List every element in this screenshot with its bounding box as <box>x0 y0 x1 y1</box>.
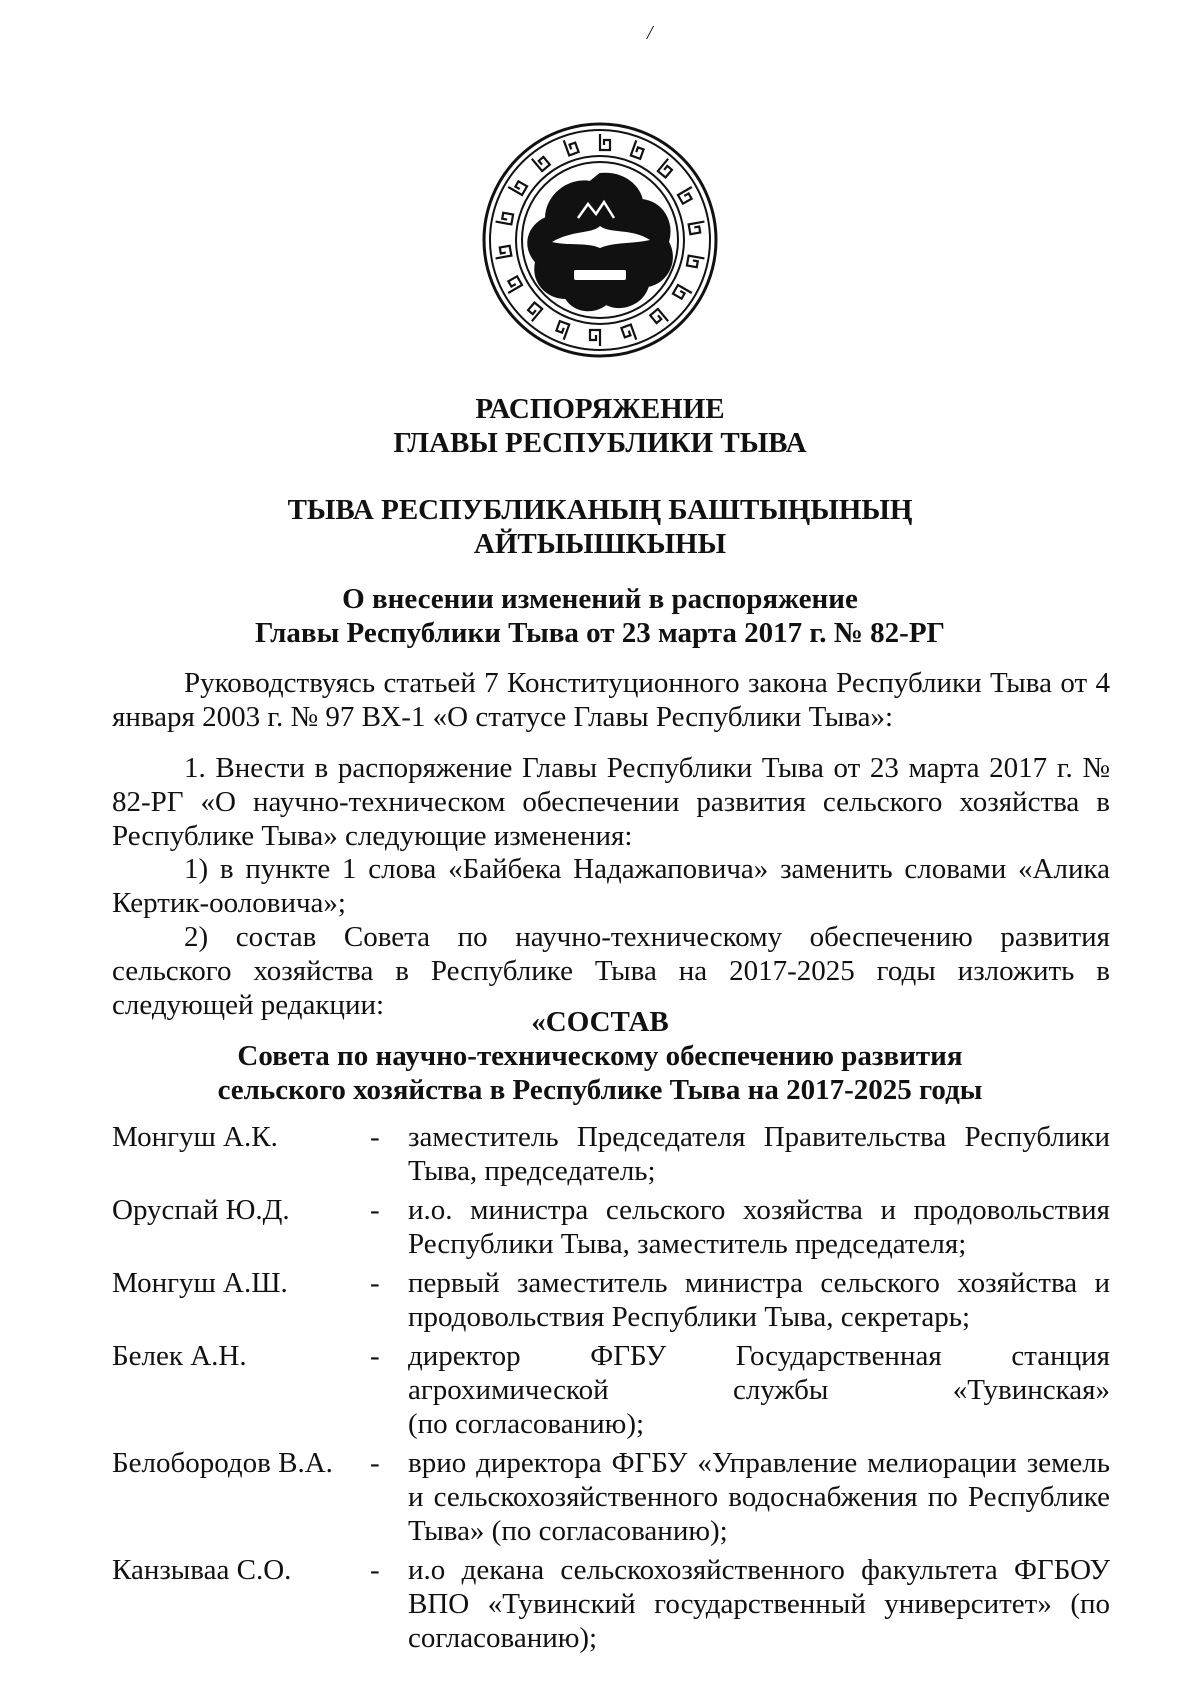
subject-line-1: О внесении изменений в распоряжение <box>342 583 858 615</box>
member-row <box>112 1339 1110 1441</box>
item-1-2-text: 2) состав Совета по научно-техническому обеспечению развития сельского хозяйства в Республике Тыва на 2017-2025 годы изложить в следующей редакции: <box>112 921 1110 1021</box>
member-dash: - <box>370 1554 380 1586</box>
heading-tyvan-line-2: АЙТЫЫШКЫНЫ <box>473 528 727 560</box>
document-subject <box>100 582 1100 650</box>
heading-tyvan <box>100 493 1100 561</box>
member-role-line-3: (по согласованию); <box>408 1408 645 1440</box>
member-name: Белобородов В.А. <box>112 1447 333 1479</box>
member-role: и.о. министра сельского хозяйства и продовольствия Республики Тыва, заместитель председателя; <box>408 1194 1110 1260</box>
member-role <box>408 1339 1110 1441</box>
item-1-1-text: 1) в пункте 1 слова «Байбека Надажаповича» заменить словами «Алика Кертик-ооловича»; <box>112 853 1110 919</box>
member-role: врио директора ФГБУ «Управление мелиорации земель и сельскохозяйственного водоснабжения по Республике Тыва» (по согласованию); <box>408 1447 1110 1547</box>
member-name: Монгуш А.К. <box>112 1121 278 1153</box>
intro-text: Руководствуясь статьей 7 Конституционного закона Республики Тыва от 4 января 2003 г. № 97 ВХ-1 «О статусе Главы Республики Тыва»: <box>112 667 1110 733</box>
member-row <box>112 1446 1110 1548</box>
coat-of-arms-emblem <box>482 122 718 358</box>
member-name: Канзываа С.О. <box>112 1554 292 1586</box>
members-list <box>112 1120 1110 1660</box>
member-name: Оруспай Ю.Д. <box>112 1194 290 1226</box>
member-dash: - <box>370 1340 380 1372</box>
member-row <box>112 1193 1110 1261</box>
member-name: Монгуш А.Ш. <box>112 1267 288 1299</box>
member-role: заместитель Председателя Правительства Республики Тыва, председатель; <box>408 1121 1110 1187</box>
item-1-1-paragraph <box>112 852 1110 920</box>
member-dash: - <box>370 1447 380 1479</box>
composition-title-line-2: Совета по научно-техническому обеспечению развития <box>237 1040 963 1072</box>
subject-line-2: Главы Республики Тыва от 23 марта 2017 г. № 82-РГ <box>254 617 945 649</box>
member-row <box>112 1266 1110 1334</box>
member-dash: - <box>370 1121 380 1153</box>
intro-paragraph <box>112 666 1110 734</box>
member-role-line-1: директор ФГБУ Государственная станция <box>408 1340 1110 1372</box>
member-dash: - <box>370 1194 380 1226</box>
item-1-paragraph <box>112 751 1110 853</box>
corner-mark: / <box>647 22 653 44</box>
member-role: и.о декана сельскохозяйственного факультета ФГБОУ ВПО «Тувинский государственный университет» (по согласованию); <box>408 1554 1110 1654</box>
member-row <box>112 1120 1110 1188</box>
member-role: первый заместитель министра сельского хозяйства и продовольствия Республики Тыва, секретарь; <box>408 1267 1110 1333</box>
composition-title <box>100 1005 1100 1107</box>
member-name: Белек А.Н. <box>112 1340 247 1372</box>
heading-order <box>100 392 1100 460</box>
heading-tyvan-line-1: ТЫВА РЕСПУБЛИКАНЫҢ БАШТЫҢЫНЫҢ <box>287 494 913 526</box>
heading-order-line-1: РАСПОРЯЖЕНИЕ <box>475 393 725 425</box>
composition-title-line-1: «СОСТАВ <box>531 1006 669 1038</box>
member-row <box>112 1553 1110 1655</box>
member-dash: - <box>370 1267 380 1299</box>
composition-title-line-3: сельского хозяйства в Республике Тыва на 2017-2025 годы <box>217 1074 983 1106</box>
heading-order-line-2: ГЛАВЫ РЕСПУБЛИКИ ТЫВА <box>393 427 807 459</box>
member-role-line-2: агрохимической службы «Тувинская» <box>408 1374 1110 1406</box>
item-1-text: 1. Внести в распоряжение Главы Республики Тыва от 23 марта 2017 г. № 82-РГ «О научно-техническом обеспечении развития сельского хозяйства в Республике Тыва» следующие изменения: <box>112 752 1110 852</box>
